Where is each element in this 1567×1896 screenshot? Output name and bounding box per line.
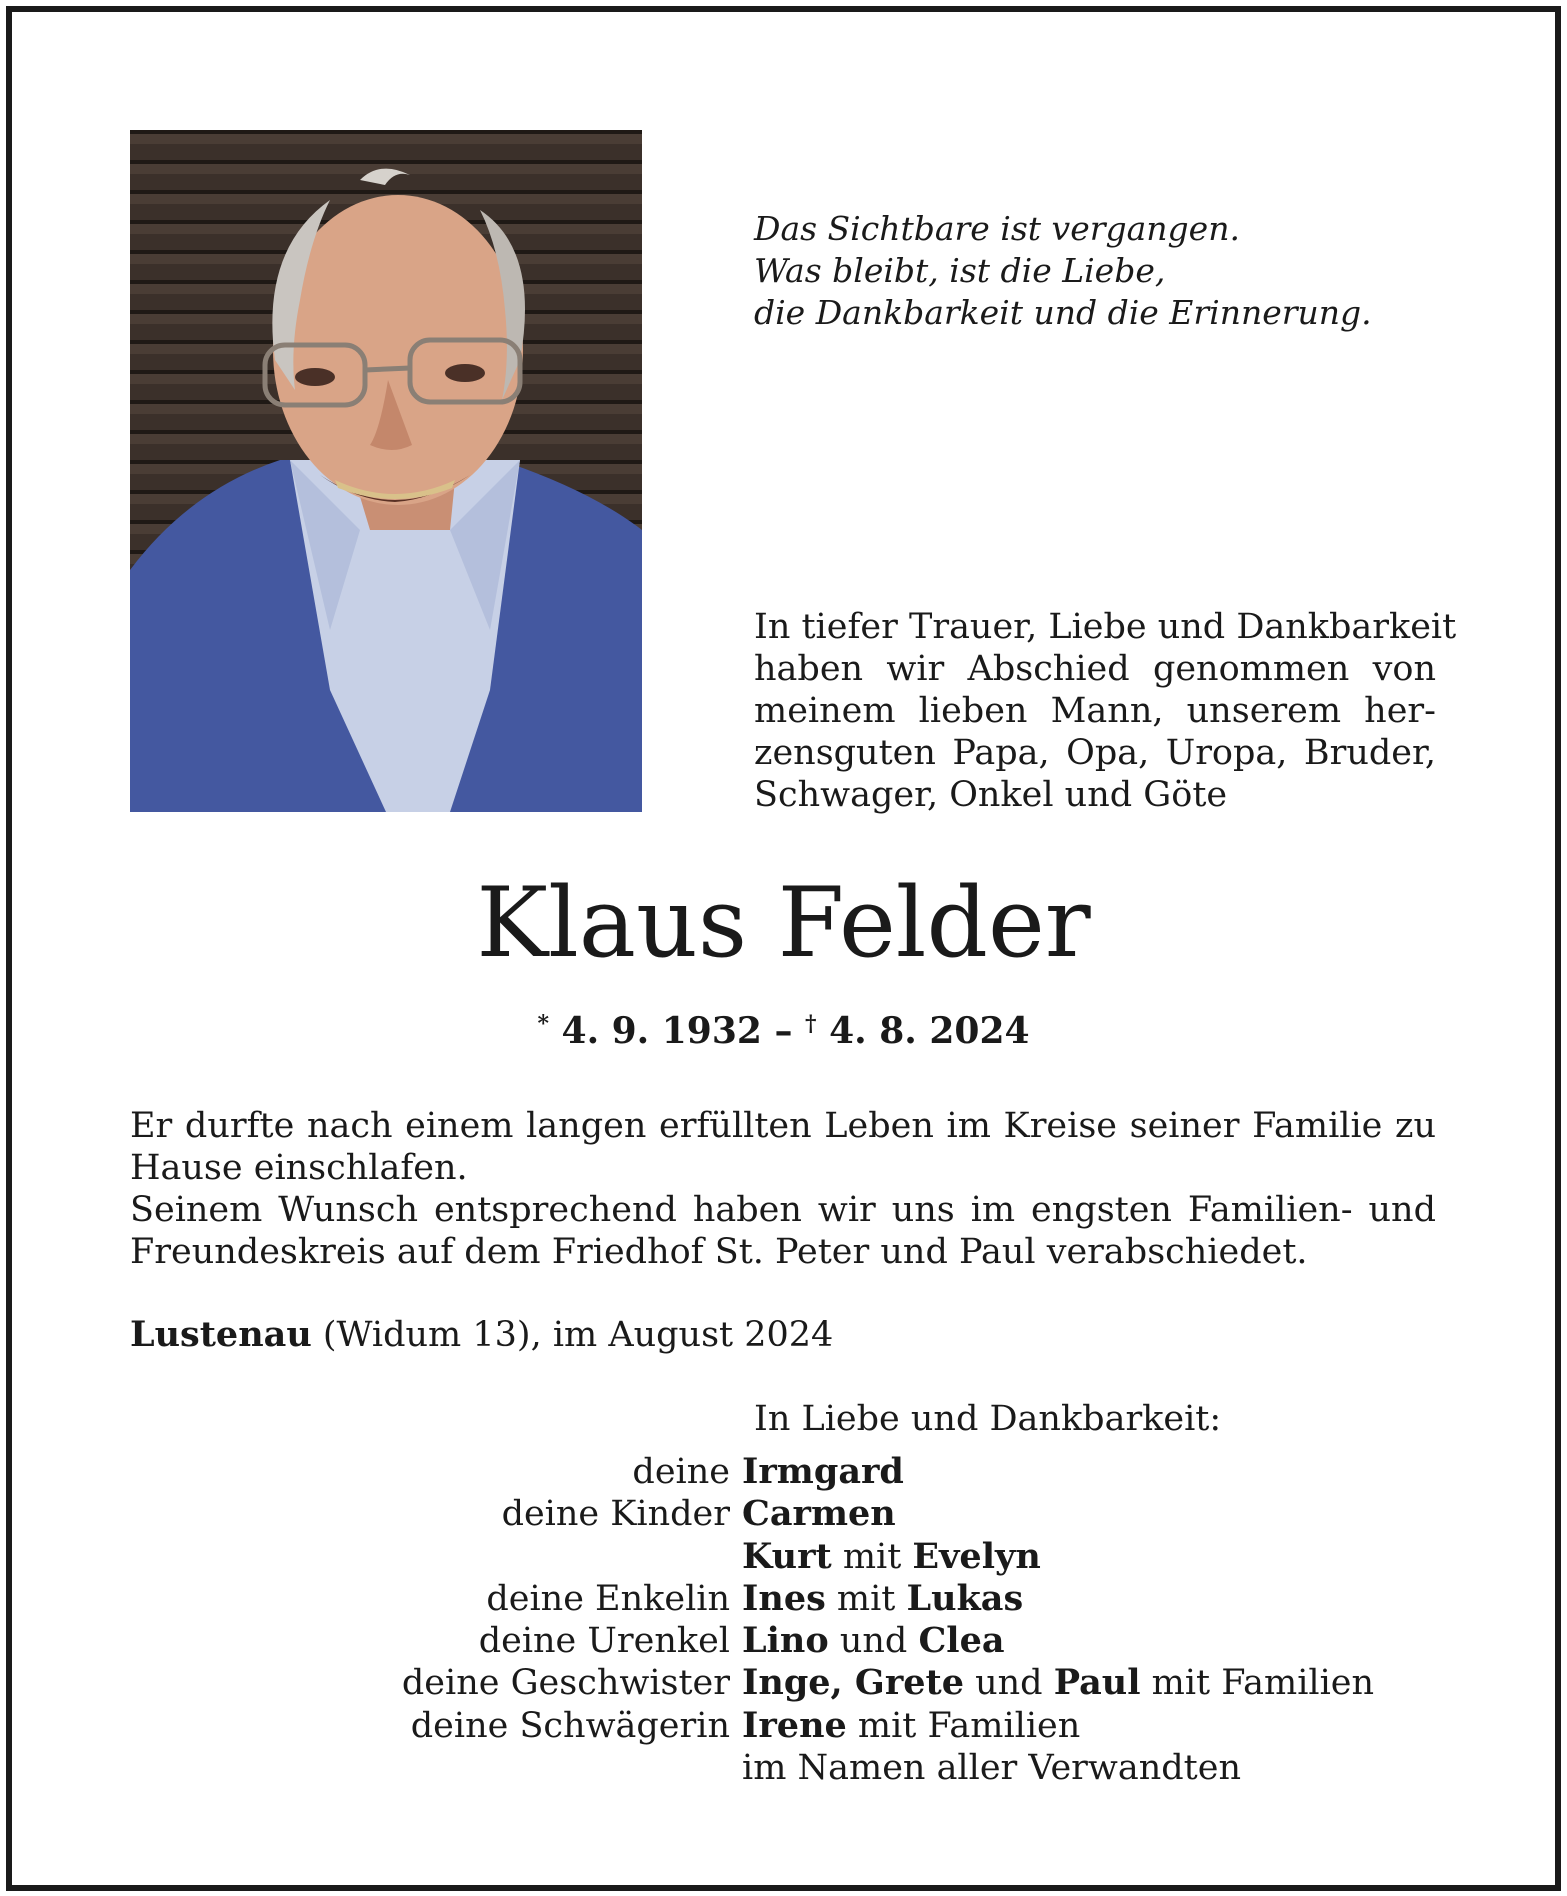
body-line: Seinem Wunsch entsprechend haben wir uns im engsten Familien- und [130, 1190, 1436, 1230]
intro-line: In tiefer Trauer, Liebe und Dankbarkeit [754, 607, 1457, 647]
mourner-name: Kurt [742, 1535, 832, 1577]
date-separator: – [774, 1010, 793, 1052]
mourner-relation: deine [632, 1452, 730, 1492]
mourner-name: Evelyn [912, 1535, 1041, 1577]
mourners-list [300, 1451, 1500, 1789]
mourner-names [742, 1747, 1241, 1789]
mourner-connector: mit [825, 1578, 907, 1619]
mourner-relation: deine Schwägerin [410, 1705, 730, 1746]
mourner-connector: und [963, 1663, 1054, 1704]
mourner-relation: deine Geschwister [401, 1663, 730, 1704]
body-line: Hause einschlafen. [130, 1148, 468, 1188]
mourner-row [300, 1662, 1500, 1704]
mourner-name: Lino [742, 1620, 829, 1662]
intro-line: Schwager, Onkel und Göte [754, 775, 1228, 815]
body-line: Er durfte nach einem langen erfüllten Leben im Kreise seiner Familie zu [130, 1106, 1436, 1146]
portrait-photo-image [130, 130, 642, 812]
birth-symbol: * [537, 1011, 549, 1037]
body-paragraph [130, 1105, 1436, 1273]
mourner-names [742, 1493, 896, 1535]
death-date: 4. 8. 2024 [829, 1010, 1030, 1052]
verse-line: Das Sichtbare ist vergangen. [754, 209, 1240, 248]
mourner-name: Carmen [742, 1493, 896, 1535]
place-town: Lustenau [130, 1314, 312, 1355]
mourner-connector: und [828, 1621, 919, 1662]
mourner-relation: deine Kinder [501, 1494, 730, 1535]
mourner-row [300, 1578, 1500, 1620]
verse-line: die Dankbarkeit und die Erinnerung. [754, 293, 1372, 332]
mourner-names [742, 1578, 1023, 1620]
mourner-row [300, 1747, 1500, 1789]
mourner-connector: mit [831, 1536, 913, 1577]
mourner-relation: deine Urenkel [478, 1621, 730, 1662]
mourner-relation [300, 1747, 742, 1789]
mourner-name: Clea [918, 1620, 1005, 1662]
mourner-name: Irmgard [742, 1451, 904, 1492]
intro-paragraph [754, 606, 1457, 816]
mourner-names [742, 1536, 1041, 1578]
mourner-names [742, 1620, 1005, 1662]
intro-line: zensguten Papa, Opa, Uropa, Bruder, [754, 733, 1436, 773]
mourner-connector: im Namen aller Verwandten [742, 1748, 1241, 1789]
mourner-row [300, 1705, 1500, 1747]
mourner-name: Lukas [906, 1577, 1024, 1619]
mourner-row [300, 1620, 1500, 1662]
place-rest: (Widum 13), im August 2024 [311, 1315, 834, 1355]
mourner-name: Ines [742, 1577, 826, 1619]
mourner-connector: mit Familien [846, 1705, 1081, 1746]
mourner-name: Irene [742, 1704, 847, 1746]
deceased-name: Klaus Felder [476, 867, 1091, 979]
intro-line: meinem lieben Mann, unserem her- [754, 691, 1436, 731]
portrait-photo [130, 130, 642, 812]
mourner-relation: deine Enkelin [486, 1578, 730, 1619]
mourner-connector: mit Familien [1140, 1663, 1375, 1704]
mourner-relation [300, 1536, 742, 1578]
place-and-date [130, 1314, 833, 1356]
thanks-heading: In Liebe und Dankbarkeit: [754, 1399, 1222, 1439]
memorial-verse [754, 208, 1372, 334]
mourner-name: Paul [1053, 1662, 1141, 1704]
verse-line: Was bleibt, ist die Liebe, [754, 251, 1166, 290]
mourner-row [300, 1451, 1500, 1493]
birth-date: 4. 9. 1932 [561, 1010, 762, 1052]
mourner-names [742, 1451, 904, 1493]
mourner-row [300, 1536, 1500, 1578]
mourner-names [742, 1705, 1080, 1747]
mourner-names [742, 1662, 1374, 1704]
mourner-row [300, 1493, 1500, 1535]
death-symbol: † [805, 1011, 817, 1037]
body-line: Freundeskreis auf dem Friedhof St. Peter und Paul verabschiedet. [130, 1232, 1308, 1272]
intro-line: haben wir Abschied genommen von [754, 649, 1436, 689]
life-dates [0, 1002, 1567, 1053]
mourner-name: Inge, Grete [742, 1662, 964, 1704]
